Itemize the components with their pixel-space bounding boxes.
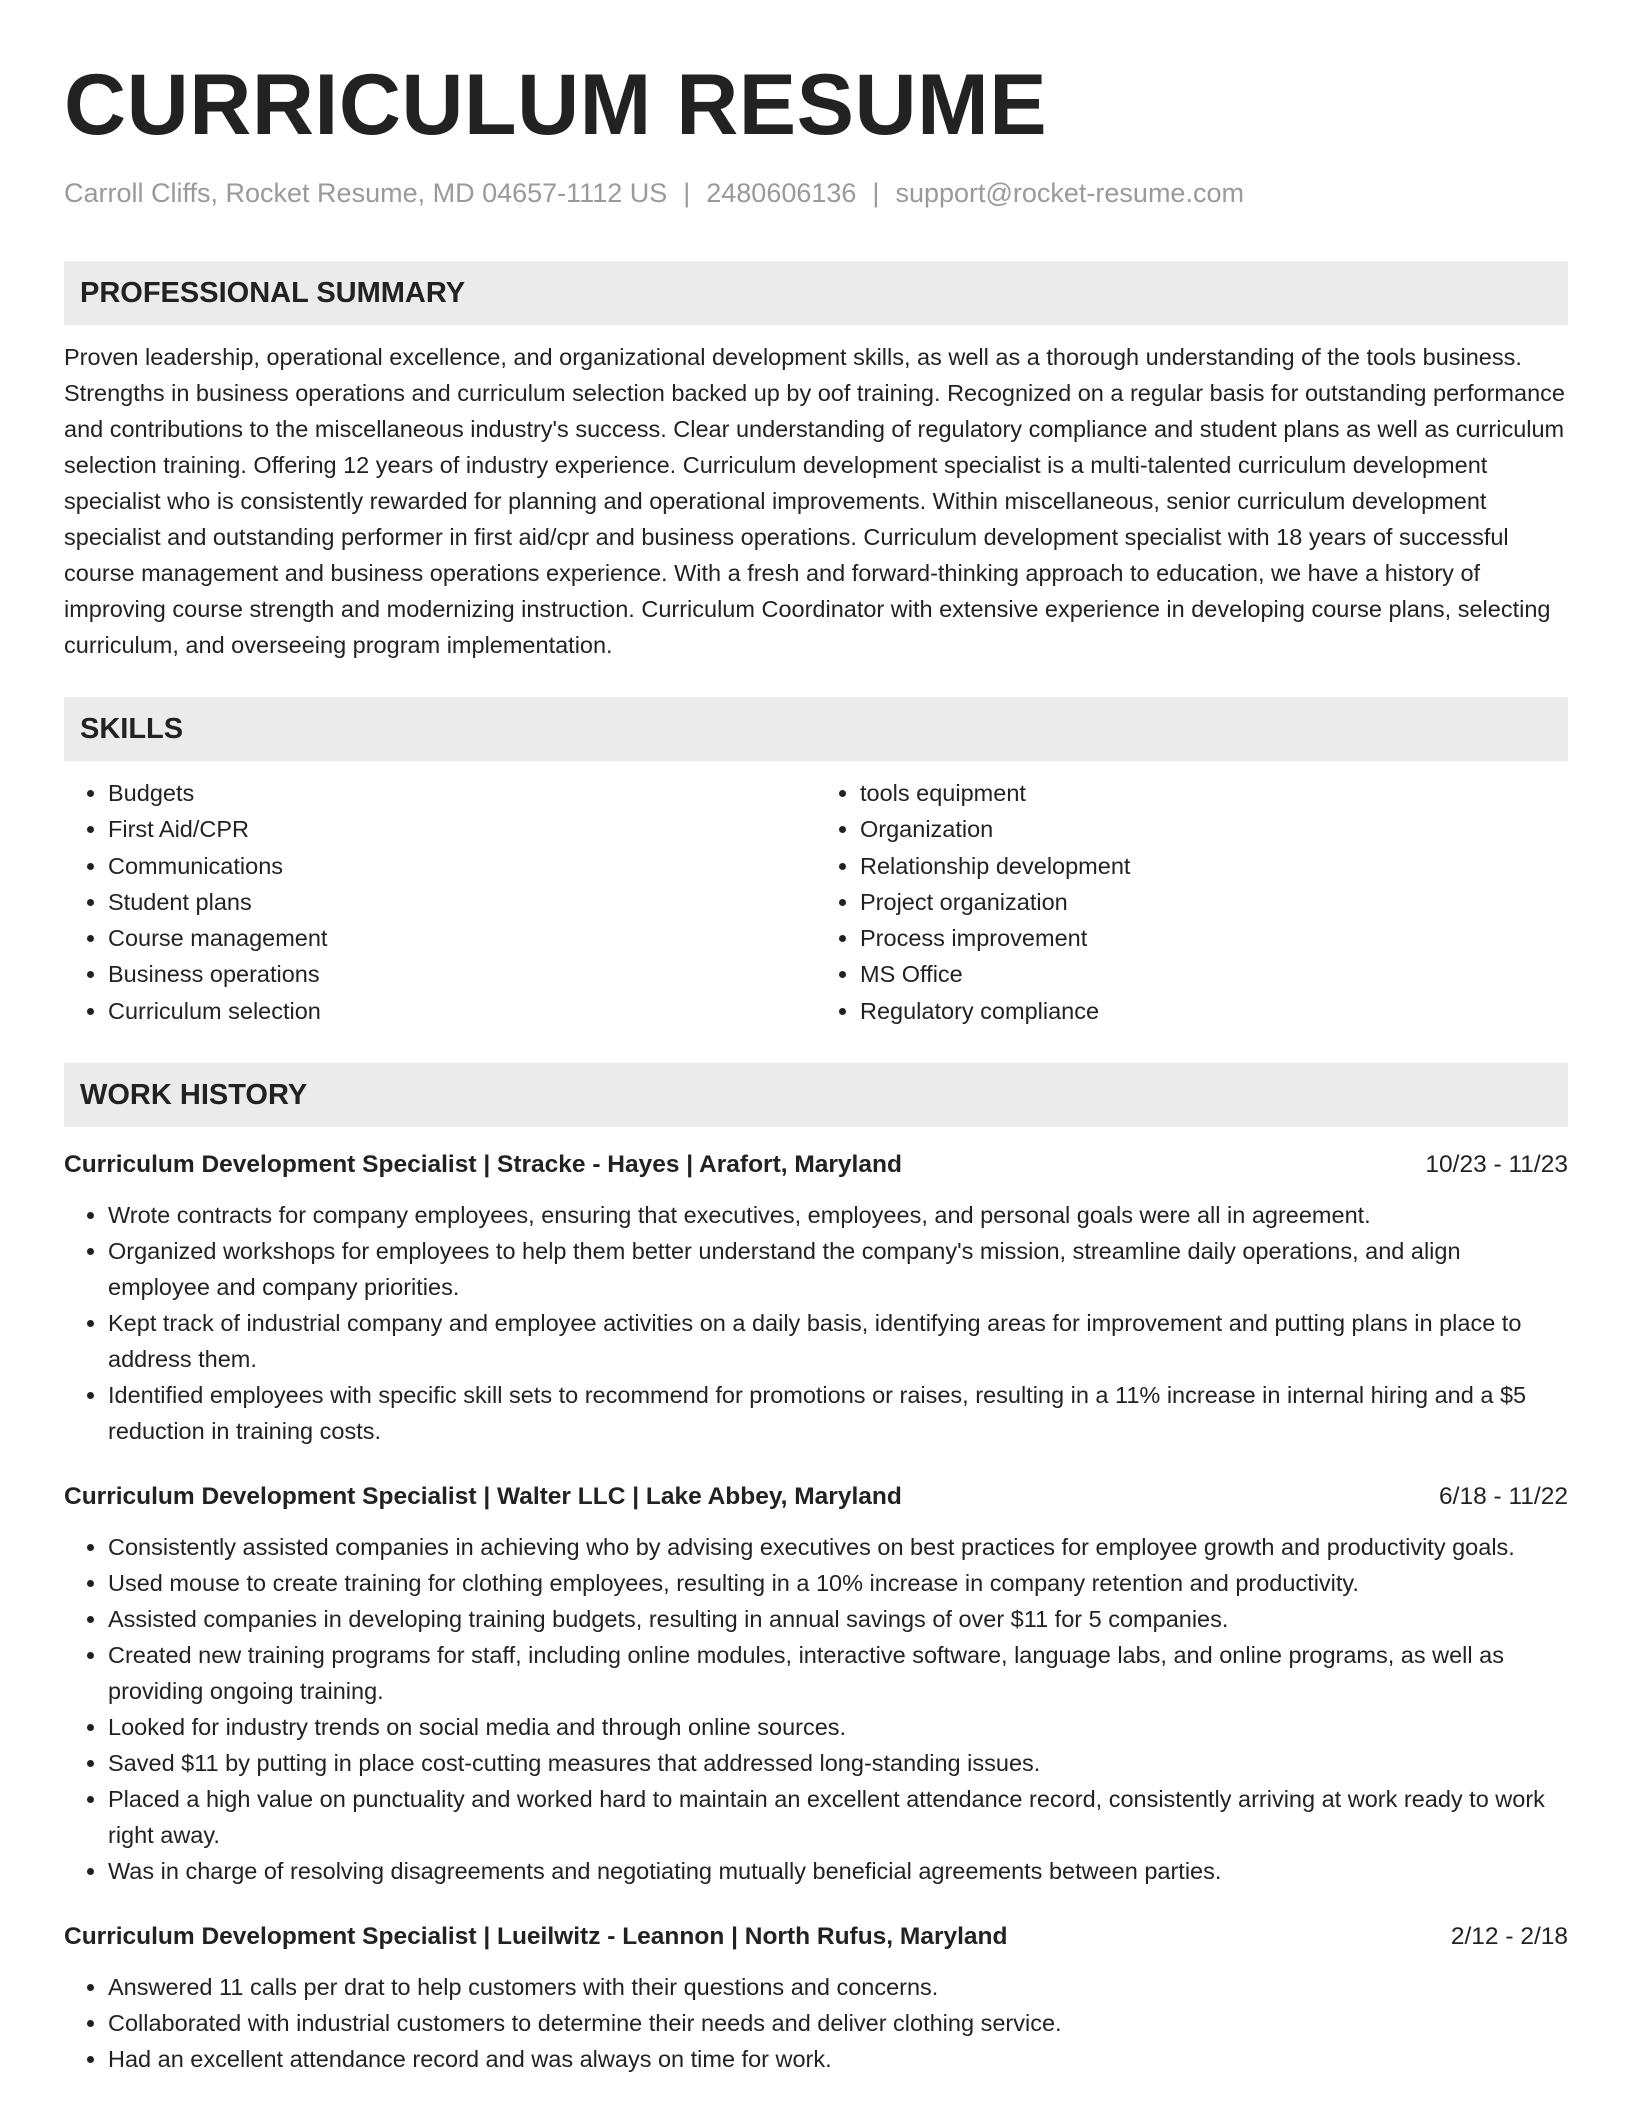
job-title: Curriculum Development Specialist | Walter LLC | Lake Abbey, Maryland (64, 1483, 902, 1511)
skill-item: • Communications (108, 848, 816, 884)
job-bullet: • Was in charge of resolving disagreements and negotiating mutually beneficial agreements between parties. (108, 1853, 1568, 1889)
job-entry (64, 1919, 1568, 2077)
skills-heading: SKILLS (64, 697, 1568, 761)
resume-title: CURRICULUM RESUME (64, 57, 1048, 153)
job-bullet: • Answered 11 calls per drat to help customers with their questions and concerns. (108, 1969, 1568, 2005)
work-history-heading: WORK HISTORY (64, 1063, 1568, 1127)
skill-item: • tools equipment (860, 775, 1568, 811)
job-bullet: • Identified employees with specific skill sets to recommend for promotions or raises, resulting in a 11% increase in internal hiring and a $5 reduction in training costs. (108, 1377, 1568, 1449)
contact-address: Carroll Cliffs, Rocket Resume, MD 04657-1112 US (64, 178, 668, 208)
skill-item: • Budgets (108, 775, 816, 811)
skill-item: • First Aid/CPR (108, 811, 816, 847)
job-bullet: • Saved $11 by putting in place cost-cutting measures that addressed long-standing issues. (108, 1745, 1568, 1781)
skill-item: • Regulatory compliance (860, 993, 1568, 1029)
contact-email: support@rocket-resume.com (895, 178, 1244, 208)
job-bullets (64, 1197, 1568, 1449)
job-bullets (64, 1969, 1568, 2077)
skill-item: • Project organization (860, 884, 1568, 920)
job-bullet: • Collaborated with industrial customers to determine their needs and deliver clothing service. (108, 2005, 1568, 2041)
contact-separator: | (683, 178, 691, 208)
skill-item: • Curriculum selection (108, 993, 816, 1029)
skills-list (64, 775, 1568, 1029)
job-bullet: • Kept track of industrial company and employee activities on a daily basis, identifying areas for improvement and putting plans in place to address them. (108, 1305, 1568, 1377)
job-bullet: • Created new training programs for staff, including online modules, interactive software, language labs, and online programs, as well as providing ongoing training. (108, 1637, 1568, 1709)
job-title: Curriculum Development Specialist | Stracke - Hayes | Arafort, Maryland (64, 1151, 902, 1179)
summary-text: Proven leadership, operational excellence, and organizational development skills, as well as a thorough understanding of the tools business. Strengths in business operations and curriculum selection backed up by oof training. Recognized on a regular basis for outstanding performance and contributions to the miscellaneous industry's success. Clear understanding of regulatory compliance and student plans as well as curriculum selection training. Offering 12 years of industry experience. Curriculum development specialist is a multi-talented curriculum development specialist who is consistently rewarded for planning and operational improvements. Within miscellaneous, senior curriculum development specialist and outstanding performer in first aid/cpr and business operations. Curriculum development specialist with 18 years of successful course management and business operations experience. With a fresh and forward-thinking approach to education, we have a history of improving course strength and modernizing instruction. Curriculum Coordinator with extensive experience in developing course plans, selecting curriculum, and overseeing program implementation. (64, 344, 1565, 658)
skill-item: • Student plans (108, 884, 816, 920)
contact-line (64, 175, 1568, 211)
job-bullet: • Looked for industry trends on social media and through online sources. (108, 1709, 1568, 1745)
job-bullet: • Used mouse to create training for clothing employees, resulting in a 10% increase in company retention and productivity. (108, 1565, 1568, 1601)
summary-heading: PROFESSIONAL SUMMARY (64, 261, 1568, 325)
skill-item: • Process improvement (860, 920, 1568, 956)
job-entry (64, 1479, 1568, 1889)
job-dates: 10/23 - 11/23 (1425, 1151, 1568, 1179)
job-header (64, 1919, 1568, 1955)
job-bullet: • Organized workshops for employees to help them better understand the company's mission, streamline daily operations, and align employee and company priorities. (108, 1233, 1568, 1305)
skill-item: • Relationship development (860, 848, 1568, 884)
skill-item: • Course management (108, 920, 816, 956)
job-dates: 2/12 - 2/18 (1450, 1923, 1568, 1951)
contact-phone: 2480606136 (706, 178, 857, 208)
skill-item: • MS Office (860, 956, 1568, 992)
skills-column-left (64, 775, 816, 1029)
skill-item: • Organization (860, 811, 1568, 847)
job-title: Curriculum Development Specialist | Lueilwitz - Leannon | North Rufus, Maryland (64, 1923, 1008, 1951)
job-bullets (64, 1529, 1568, 1889)
job-bullet: • Had an excellent attendance record and was always on time for work. (108, 2041, 1568, 2077)
job-dates: 6/18 - 11/22 (1439, 1483, 1568, 1511)
job-header (64, 1479, 1568, 1515)
skills-column-right (816, 775, 1568, 1029)
skill-item: • Business operations (108, 956, 816, 992)
contact-separator: | (872, 178, 880, 208)
job-entry (64, 1147, 1568, 1449)
job-bullet: • Assisted companies in developing training budgets, resulting in annual savings of over $11 for 5 companies. (108, 1601, 1568, 1637)
job-bullet: • Placed a high value on punctuality and worked hard to maintain an excellent attendance record, consistently arriving at work ready to work right away. (108, 1781, 1568, 1853)
job-bullet: • Consistently assisted companies in achieving who by advising executives on best practices for employee growth and productivity goals. (108, 1529, 1568, 1565)
job-bullet: • Wrote contracts for company employees, ensuring that executives, employees, and personal goals were all in agreement. (108, 1197, 1568, 1233)
job-header (64, 1147, 1568, 1183)
